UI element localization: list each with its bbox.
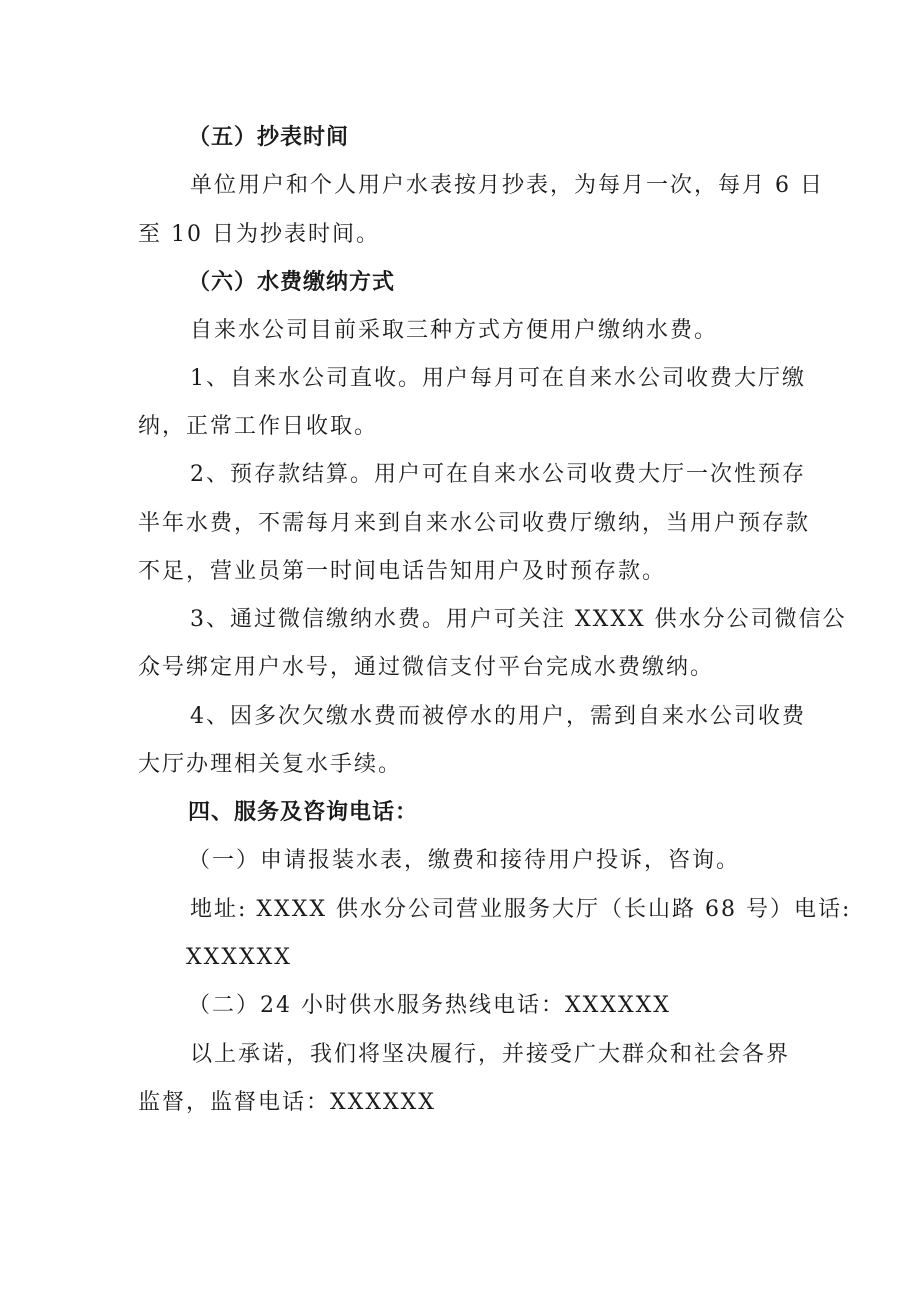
paragraph-line: 半年水费，不需每月来到自来水公司收费厅缴纳，当用户预存款: [138, 511, 811, 536]
paragraph-line: （一）申请报装水表，缴费和接待用户投诉，咨询。: [188, 848, 741, 873]
paragraph-line: 3、通过微信缴纳水费。用户可关注 XXXX 供水分公司微信公: [190, 607, 847, 632]
section-heading-meter-reading: （五）抄表时间: [188, 125, 350, 150]
section-heading-service-phones: 四、服务及咨询电话：: [188, 800, 419, 825]
paragraph-line: 1、自来水公司直收。用户每月可在自来水公司收费大厅缴: [190, 366, 806, 391]
paragraph-line: 自来水公司目前采取三种方式方便用户缴纳水费。: [190, 318, 719, 343]
paragraph-line: 众号绑定用户水号，通过微信支付平台完成水费缴纳。: [138, 655, 715, 680]
address-line: 地址: XXXX 供水分公司营业服务大厅（长山路 68 号）电话:: [190, 897, 852, 922]
paragraph-line: 不足，营业员第一时间电话告知用户及时预存款。: [138, 559, 667, 584]
paragraph-line: 纳，正常工作日收取。: [138, 414, 379, 439]
phone-number: XXXXXX: [186, 945, 292, 970]
paragraph-line: 4、因多次欠缴水费而被停水的用户，需到自来水公司收费: [190, 704, 806, 729]
section-heading-payment-methods: （六）水费缴纳方式: [188, 270, 396, 295]
hotline-line: （二）24 小时供水服务热线电话：XXXXXX: [188, 993, 671, 1018]
paragraph-line: 2、预存款结算。用户可在自来水公司收费大厅一次性预存: [190, 462, 806, 487]
paragraph-line: 以上承诺，我们将坚决履行，并接受广大群众和社会各界: [190, 1042, 791, 1067]
paragraph-line: 大厅办理相关复水手续。: [138, 752, 403, 777]
paragraph-line: 至 10 日为抄表时间。: [138, 222, 380, 247]
supervision-phone-line: 监督，监督电话：XXXXXX: [138, 1090, 436, 1115]
paragraph-line: 单位用户和个人用户水表按月抄表，为每月一次，每月 6 日: [190, 173, 824, 198]
